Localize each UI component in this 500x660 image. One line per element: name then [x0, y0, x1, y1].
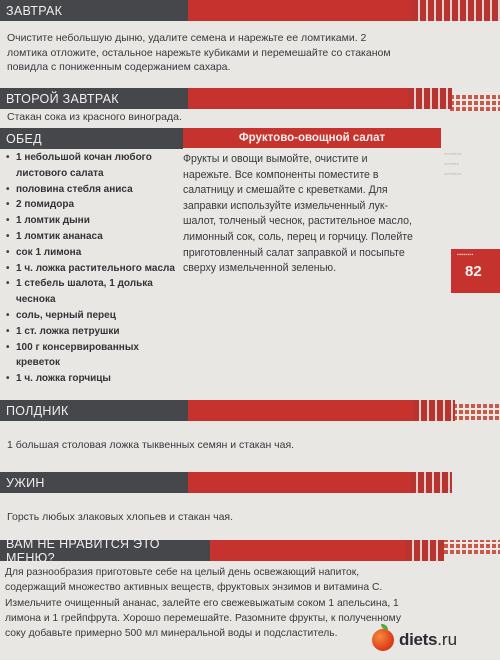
text-line: содержащий множество активных веществ, фруктовых энзимов и витамина С. — [5, 582, 383, 594]
text-line: шалот, толченый чеснок, растительное масло, — [183, 215, 412, 228]
breakfast-header — [0, 0, 500, 21]
text-line: лимона и 1 грейпфрута. Хорошо перемешайте. Разомните фрукты, к полученному — [5, 612, 401, 624]
ingredient-item: • половина стебля аниса — [8, 182, 178, 198]
ingredient-item: • 1 ч. ложка растительного масла — [8, 261, 178, 277]
salad-instructions — [183, 152, 448, 277]
text-line: салатницу и смешайте с креветками. Для — [183, 184, 388, 197]
text-line: соку добавьте примерно 500 мл минеральной воды и подсластитель. — [5, 628, 338, 640]
bleed-through-text: ▪▪▪▪▪▪▪ ▪▪▪▪▪▪ ▪▪▪▪▪▪▪ — [444, 151, 462, 178]
text-line: Очистите небольшую дыню, удалите семена и нарежьте ее ломтиками. 2 — [7, 32, 367, 44]
ingredient-list — [8, 150, 178, 387]
breakfast-title: ЗАВТРАК — [0, 0, 188, 21]
header-stripes — [412, 0, 500, 21]
text-line: нарежьте. Все компоненты поместите в — [183, 168, 379, 181]
lunch-title: ОБЕД — [0, 128, 183, 149]
lunch-header — [0, 128, 183, 149]
dinner-header — [0, 472, 452, 493]
snack-text: 1 большая столовая ложка тыквенных семян и стакан чая. — [7, 439, 295, 451]
ingredient-item: листового салата — [16, 167, 104, 179]
ingredient-item: • 100 г консервированных — [8, 340, 178, 356]
dislike-title: ВАМ НЕ НРАВИТСЯ ЭТО МЕНЮ? — [0, 540, 210, 561]
second-breakfast-header — [0, 88, 452, 109]
ingredient-item: • 1 небольшой кочан любого — [8, 150, 178, 166]
ingredient-item: • 1 стебель шалота, 1 долька — [8, 276, 178, 292]
ingredient-item: чеснока — [16, 294, 56, 306]
ingredient-item: • сок 1 лимона — [8, 245, 178, 261]
watermark-logo — [372, 624, 500, 656]
second-breakfast-text: Стакан сока из красного винограда. — [7, 111, 182, 123]
grid-decoration — [450, 95, 500, 111]
dinner-text: Горсть любых злаковых хлопьев и стакан чая. — [7, 511, 234, 523]
text-line: повидла с пониженным содержанием сахара. — [7, 61, 231, 73]
grid-decoration — [453, 404, 500, 420]
header-accent — [188, 0, 412, 21]
page-number-tab — [451, 249, 500, 293]
text-line: заправки используйте измельченный лук- — [183, 199, 389, 212]
text-line: Фрукты и овощи вымойте, очистите и — [183, 153, 368, 165]
text-line: лимонный сок, соль, перец и горчицу. Полейте — [183, 230, 413, 243]
watermark-brand: diets — [399, 630, 438, 649]
header-accent — [188, 472, 410, 493]
header-stripes — [413, 400, 455, 421]
ingredient-item: • 1 ломтик дыни — [8, 213, 178, 229]
text-line: приготовленный салат заправкой и посыпьте — [183, 246, 405, 259]
ingredient-item: • 1 ч. ложка горчицы — [8, 371, 178, 387]
ingredient-item: креветок — [16, 357, 60, 369]
tab-decoration: ▪▪▪▪▪▪▪▪ — [457, 252, 474, 258]
text-line: Для разнообразия приготовьте себе на целый день освежающий напиток, — [5, 567, 360, 578]
dinner-title: УЖИН — [0, 472, 188, 493]
salad-title: Фруктово-овощной салат — [183, 128, 441, 148]
header-stripes — [408, 88, 452, 109]
ingredient-item: • 1 ломтик ананаса — [8, 229, 178, 245]
text-line: ломтика отложите, остальное нарежьте кубиками и перемешайте со стаканом — [7, 46, 391, 59]
header-accent — [188, 400, 413, 421]
breakfast-text — [7, 31, 447, 75]
snack-title: ПОЛДНИК — [0, 400, 188, 421]
text-line: Измельчите очищенный ананас, залейте его свежевыжатым соком 1 апельсина, 1 — [5, 597, 399, 609]
grid-decoration — [444, 540, 500, 554]
header-stripes — [410, 472, 452, 493]
apple-icon — [372, 629, 394, 651]
header-accent — [210, 540, 406, 561]
watermark-tld: .ru — [437, 630, 458, 649]
header-stripes — [406, 540, 444, 561]
header-accent — [188, 88, 408, 109]
snack-header — [0, 400, 455, 421]
dislike-header — [0, 536, 444, 565]
page-number: 82 — [465, 263, 482, 280]
ingredient-item: • соль, черный перец — [8, 308, 178, 324]
ingredient-item: • 2 помидора — [8, 197, 178, 213]
text-line: сверху измельченной зеленью. — [183, 262, 337, 275]
second-breakfast-title: ВТОРОЙ ЗАВТРАК — [0, 88, 188, 109]
ingredient-item: • 1 ст. ложка петрушки — [8, 324, 178, 340]
